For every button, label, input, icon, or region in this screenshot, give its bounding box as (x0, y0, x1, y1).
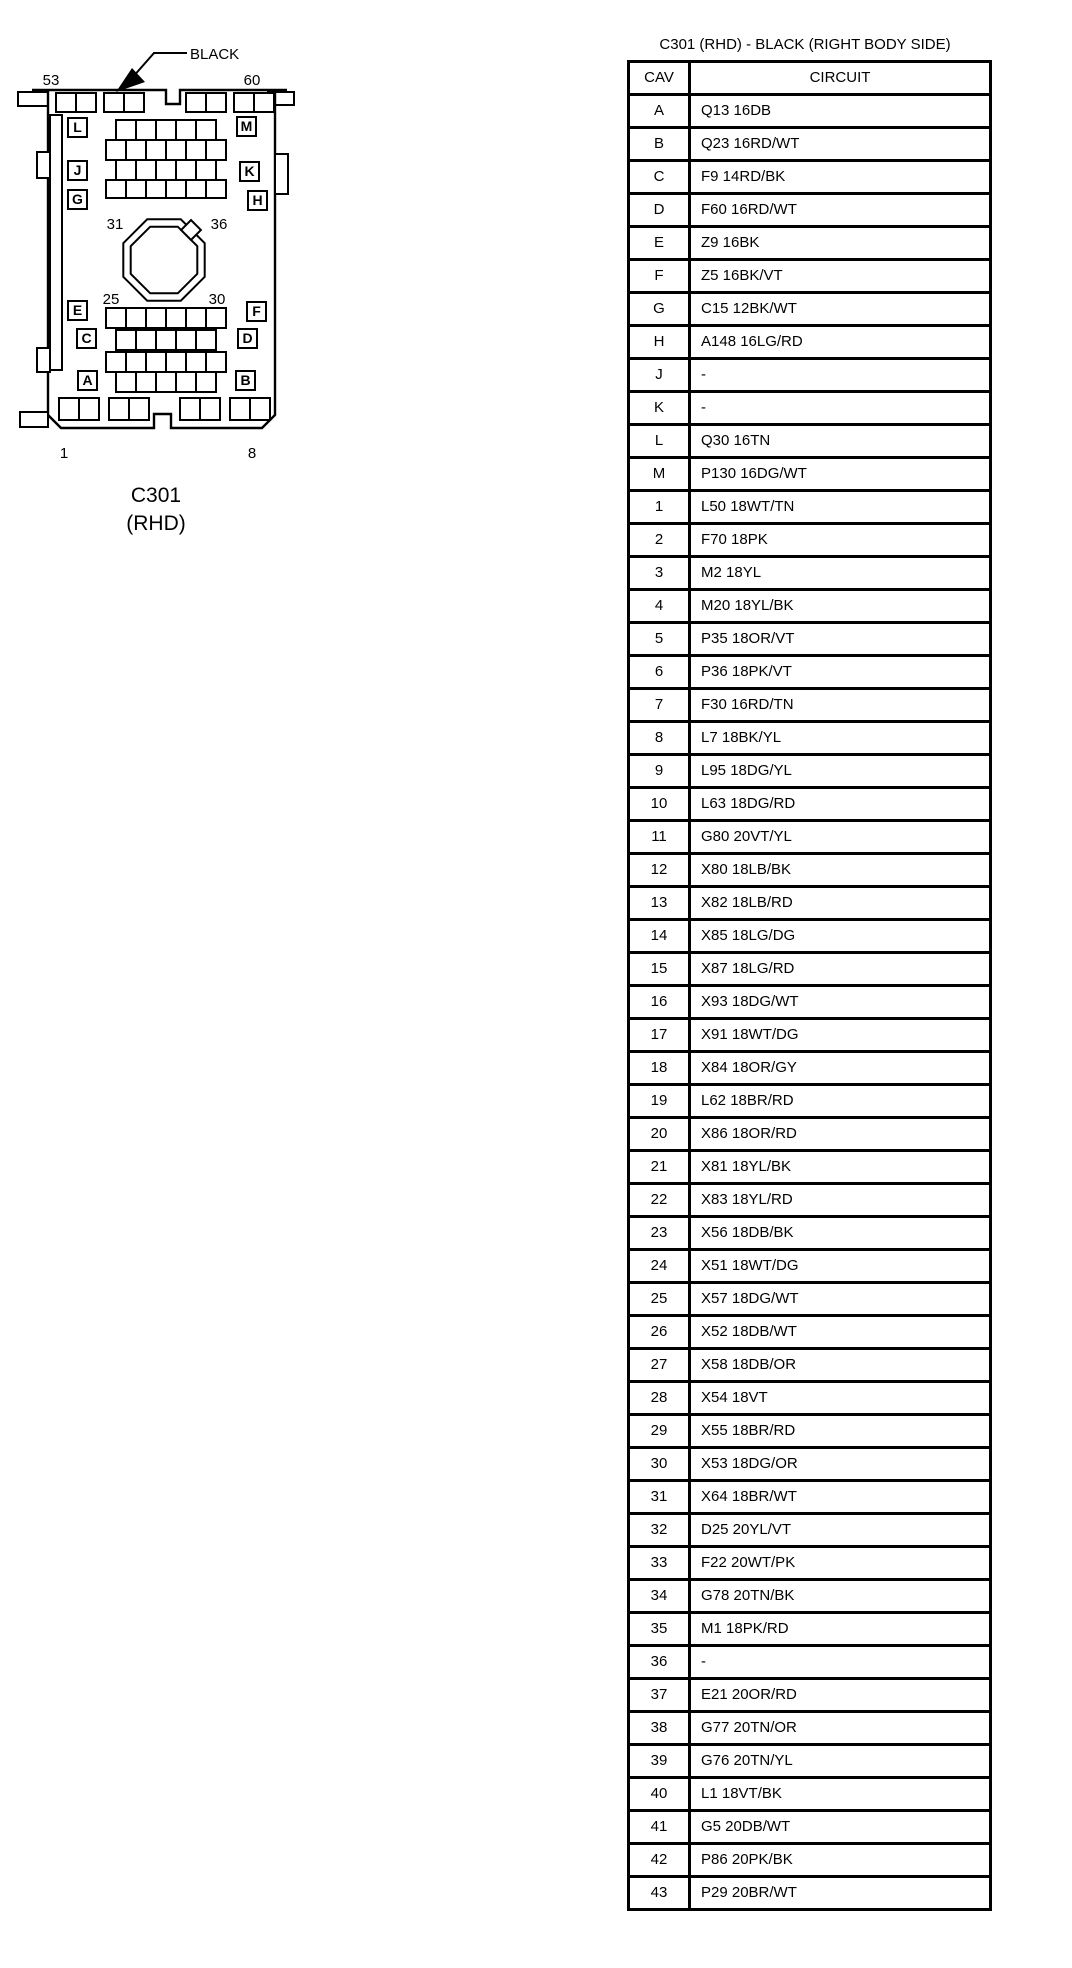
cav-cell: 39 (629, 1745, 690, 1778)
table-row (629, 524, 991, 557)
cavity-cell (104, 93, 124, 112)
table-row (629, 128, 991, 161)
table-title: C301 (RHD) - BLACK (RIGHT BODY SIDE) (659, 36, 951, 53)
cavity-cell (116, 330, 136, 350)
cav-cell: A (629, 95, 690, 128)
table-row (629, 359, 991, 392)
cavity-letter-M: M (240, 118, 253, 134)
table-row (629, 1745, 991, 1778)
cavity-cell (156, 160, 176, 180)
cav-cell: H (629, 326, 690, 359)
cav-cell: 15 (629, 953, 690, 986)
circuit-cell: M2 18YL (690, 557, 991, 590)
cav-cell: 41 (629, 1811, 690, 1844)
table-row (629, 1679, 991, 1712)
cavity-block-upper (106, 120, 226, 198)
cavity-cell (136, 372, 156, 392)
cav-cell: C (629, 161, 690, 194)
table-row (629, 1250, 991, 1283)
cavity-cell (206, 308, 226, 328)
circuit-cell: - (690, 1646, 991, 1679)
cavity-letter-J: J (73, 162, 82, 178)
cav-cell: 16 (629, 986, 690, 1019)
bottom-left-cap (20, 412, 48, 427)
left-rail (50, 115, 62, 370)
pin-number-36: 36 (210, 216, 228, 233)
table-row (629, 1877, 991, 1910)
circuit-cell: - (690, 392, 991, 425)
cavity-cell (166, 352, 186, 372)
pin-number-60: 60 (243, 72, 261, 89)
cavity-letter-B: B (240, 372, 251, 388)
circuit-cell: X87 18LG/RD (690, 953, 991, 986)
table-row (629, 1712, 991, 1745)
cav-cell: 43 (629, 1877, 690, 1910)
cavity-cell (176, 120, 196, 140)
table-row (629, 1778, 991, 1811)
cavity-letter-A: A (82, 372, 93, 388)
circuit-cell: G78 20TN/BK (690, 1580, 991, 1613)
cav-cell: 4 (629, 590, 690, 623)
table-row (629, 1481, 991, 1514)
cavity-cell (136, 120, 156, 140)
callout-arrow-icon (116, 68, 145, 92)
cavity-block-lower (106, 308, 226, 392)
table-row (629, 1811, 991, 1844)
cav-cell: 26 (629, 1316, 690, 1349)
circuit-cell: L62 18BR/RD (690, 1085, 991, 1118)
cavity-cell (136, 330, 156, 350)
index-hole-octagon (123, 219, 204, 300)
circuit-table-body (629, 95, 991, 1910)
cav-cell: 32 (629, 1514, 690, 1547)
cav-cell: 40 (629, 1778, 690, 1811)
table-row (629, 1613, 991, 1646)
table-row (629, 623, 991, 656)
table-row (629, 755, 991, 788)
cav-cell: 28 (629, 1382, 690, 1415)
circuit-cell: F22 20WT/PK (690, 1547, 991, 1580)
table-row (629, 689, 991, 722)
table-row (629, 1646, 991, 1679)
cav-cell: 6 (629, 656, 690, 689)
table-row (629, 1448, 991, 1481)
cavity-cell (79, 398, 99, 420)
cavity-cell (106, 308, 126, 328)
cavity-cell (206, 140, 226, 160)
cavity-cell (196, 330, 216, 350)
table-row (629, 1019, 991, 1052)
circuit-cell: L1 18VT/BK (690, 1778, 991, 1811)
circuit-cell: X54 18VT (690, 1382, 991, 1415)
column-header-cav: CAV (629, 62, 690, 95)
cavity-cell (186, 352, 206, 372)
cav-cell: 2 (629, 524, 690, 557)
cav-cell: 36 (629, 1646, 690, 1679)
table-row (629, 821, 991, 854)
cavity-letter-H: H (252, 192, 263, 208)
connector-caption-line2: (RHD) (126, 512, 186, 535)
cav-cell: D (629, 194, 690, 227)
pin-number-25: 25 (102, 291, 120, 308)
table-row (629, 1514, 991, 1547)
cavity-letter-C: C (81, 330, 92, 346)
cavity-cell (176, 330, 196, 350)
cavity-cell (196, 160, 216, 180)
cav-cell: M (629, 458, 690, 491)
cav-cell: 18 (629, 1052, 690, 1085)
cavity-cell (116, 160, 136, 180)
cav-cell: 33 (629, 1547, 690, 1580)
cavity-cell (176, 160, 196, 180)
cavity-cell (156, 330, 176, 350)
cav-cell: 12 (629, 854, 690, 887)
connector-diagram (4, 30, 314, 570)
cav-cell: 3 (629, 557, 690, 590)
cavity-cell (156, 120, 176, 140)
pin-number-31: 31 (106, 216, 124, 233)
cav-cell: B (629, 128, 690, 161)
cavity-cell (254, 93, 274, 112)
cav-cell: 42 (629, 1844, 690, 1877)
connector-caption-line1: C301 (130, 484, 182, 507)
cavity-cell (56, 93, 76, 112)
circuit-cell: L95 18DG/YL (690, 755, 991, 788)
cav-cell: 35 (629, 1613, 690, 1646)
cav-cell: 24 (629, 1250, 690, 1283)
cav-cell: 34 (629, 1580, 690, 1613)
table-row (629, 887, 991, 920)
circuit-cell: A148 16LG/RD (690, 326, 991, 359)
circuit-cell: X82 18LB/RD (690, 887, 991, 920)
cavity-cell (180, 398, 200, 420)
table-row (629, 788, 991, 821)
cavity-cell (76, 93, 96, 112)
cavity-cell (166, 140, 186, 160)
circuit-cell: X83 18YL/RD (690, 1184, 991, 1217)
cav-cell: 11 (629, 821, 690, 854)
cav-cell: 31 (629, 1481, 690, 1514)
circuit-cell: X85 18LG/DG (690, 920, 991, 953)
cav-cell: 25 (629, 1283, 690, 1316)
circuit-cell: X80 18LB/BK (690, 854, 991, 887)
cavity-cell (146, 352, 166, 372)
left-tab-upper (37, 152, 50, 178)
circuit-cell: X52 18DB/WT (690, 1316, 991, 1349)
cav-cell: J (629, 359, 690, 392)
left-tab-lower (37, 348, 50, 372)
circuit-cell: G5 20DB/WT (690, 1811, 991, 1844)
cavity-cell (146, 180, 166, 198)
table-row (629, 1184, 991, 1217)
circuit-cell: X56 18DB/BK (690, 1217, 991, 1250)
table-row (629, 920, 991, 953)
cav-cell: 20 (629, 1118, 690, 1151)
circuit-cell: F60 16RD/WT (690, 194, 991, 227)
cavity-cell (124, 93, 144, 112)
table-row (629, 1547, 991, 1580)
cavity-cell (166, 308, 186, 328)
cav-cell: K (629, 392, 690, 425)
table-row (629, 1283, 991, 1316)
cav-cell: 8 (629, 722, 690, 755)
circuit-cell: X86 18OR/RD (690, 1118, 991, 1151)
cav-cell: E (629, 227, 690, 260)
cav-cell: 17 (629, 1019, 690, 1052)
circuit-cell: X51 18WT/DG (690, 1250, 991, 1283)
cav-cell: 9 (629, 755, 690, 788)
circuit-cell: X55 18BR/RD (690, 1415, 991, 1448)
table-row (629, 1085, 991, 1118)
circuit-cell: L63 18DG/RD (690, 788, 991, 821)
circuit-cell: X57 18DG/WT (690, 1283, 991, 1316)
pinout-table (627, 60, 992, 1911)
circuit-cell: - (690, 359, 991, 392)
cavity-cell (176, 372, 196, 392)
circuit-cell: L50 18WT/TN (690, 491, 991, 524)
circuit-cell: F70 18PK (690, 524, 991, 557)
cav-cell: 37 (629, 1679, 690, 1712)
circuit-cell: Q23 16RD/WT (690, 128, 991, 161)
table-row (629, 590, 991, 623)
cav-cell: 38 (629, 1712, 690, 1745)
cav-cell: L (629, 425, 690, 458)
circuit-cell: X91 18WT/DG (690, 1019, 991, 1052)
cavity-cell (136, 160, 156, 180)
circuit-cell: G76 20TN/YL (690, 1745, 991, 1778)
cavity-letter-G: G (72, 191, 83, 207)
cavity-cell (116, 372, 136, 392)
table-row (629, 293, 991, 326)
cavity-row-1-8 (59, 398, 270, 420)
circuit-cell: P35 18OR/VT (690, 623, 991, 656)
cavity-letter-L: L (73, 119, 82, 135)
table-row (629, 656, 991, 689)
pin-number-1: 1 (59, 445, 69, 462)
circuit-cell: Z9 16BK (690, 227, 991, 260)
pin-number-8: 8 (247, 445, 257, 462)
circuit-cell: P36 18PK/VT (690, 656, 991, 689)
circuit-cell: X81 18YL/BK (690, 1151, 991, 1184)
cavity-cell (129, 398, 149, 420)
cavity-cell (186, 308, 206, 328)
cavity-cell (116, 120, 136, 140)
circuit-cell: F30 16RD/TN (690, 689, 991, 722)
circuit-cell: Q30 16TN (690, 425, 991, 458)
table-row (629, 1217, 991, 1250)
cavity-cell (106, 140, 126, 160)
table-row (629, 194, 991, 227)
cavity-cell (156, 372, 176, 392)
cav-cell: 21 (629, 1151, 690, 1184)
cavity-cell (146, 308, 166, 328)
column-header-circuit: CIRCUIT (690, 62, 991, 95)
cav-cell: 22 (629, 1184, 690, 1217)
cav-cell: 10 (629, 788, 690, 821)
cavity-cell (106, 180, 126, 198)
circuit-cell: C15 12BK/WT (690, 293, 991, 326)
table-row (629, 1052, 991, 1085)
circuit-cell: X93 18DG/WT (690, 986, 991, 1019)
circuit-cell: X64 18BR/WT (690, 1481, 991, 1514)
table-row (629, 491, 991, 524)
table-row (629, 161, 991, 194)
circuit-cell: F9 14RD/BK (690, 161, 991, 194)
table-row (629, 854, 991, 887)
cavity-letter-F: F (252, 303, 261, 319)
cavity-cell (59, 398, 79, 420)
cavity-cell (126, 352, 146, 372)
circuit-cell: X53 18DG/OR (690, 1448, 991, 1481)
table-row (629, 722, 991, 755)
circuit-cell: G80 20VT/YL (690, 821, 991, 854)
circuit-cell: P130 16DG/WT (690, 458, 991, 491)
cav-cell: 27 (629, 1349, 690, 1382)
cav-cell: 29 (629, 1415, 690, 1448)
table-row (629, 425, 991, 458)
circuit-cell: L7 18BK/YL (690, 722, 991, 755)
circuit-cell: M1 18PK/RD (690, 1613, 991, 1646)
cavity-cell (126, 308, 146, 328)
cavity-cell (146, 140, 166, 160)
wire-color-label: BLACK (190, 46, 240, 63)
table-row (629, 1349, 991, 1382)
table-row (629, 1415, 991, 1448)
cavity-cell (230, 398, 250, 420)
circuit-cell: P29 20BR/WT (690, 1877, 991, 1910)
cavity-cell (234, 93, 254, 112)
table-row (629, 260, 991, 293)
cavity-letter-E: E (72, 302, 83, 318)
table-header-row (629, 62, 991, 95)
cavity-cell (166, 180, 186, 198)
circuit-cell: Z5 16BK/VT (690, 260, 991, 293)
table-row (629, 1118, 991, 1151)
cav-cell: F (629, 260, 690, 293)
cavity-letter-K: K (244, 163, 255, 179)
table-row (629, 95, 991, 128)
circuit-cell: E21 20OR/RD (690, 1679, 991, 1712)
table-row (629, 326, 991, 359)
pin-number-53: 53 (42, 72, 60, 89)
cavity-cell (186, 93, 206, 112)
circuit-cell: M20 18YL/BK (690, 590, 991, 623)
table-row (629, 1382, 991, 1415)
circuit-cell: X58 18DB/OR (690, 1349, 991, 1382)
cavity-cell (250, 398, 270, 420)
circuit-cell: Q13 16DB (690, 95, 991, 128)
cav-cell: 1 (629, 491, 690, 524)
cavity-letter-D: D (242, 330, 253, 346)
circuit-cell: P86 20PK/BK (690, 1844, 991, 1877)
cavity-cell (206, 93, 226, 112)
cavity-cell (126, 140, 146, 160)
circuit-cell: G77 20TN/OR (690, 1712, 991, 1745)
table-row (629, 1844, 991, 1877)
cavity-cell (206, 180, 226, 198)
cav-cell: 5 (629, 623, 690, 656)
cav-cell: 7 (629, 689, 690, 722)
table-row (629, 986, 991, 1019)
circuit-cell: X84 18OR/GY (690, 1052, 991, 1085)
table-row (629, 392, 991, 425)
cavity-cell (126, 180, 146, 198)
cavity-cell (206, 352, 226, 372)
cav-cell: 13 (629, 887, 690, 920)
cav-cell: 14 (629, 920, 690, 953)
cav-cell: G (629, 293, 690, 326)
circuit-cell: D25 20YL/VT (690, 1514, 991, 1547)
top-left-cap (18, 92, 48, 106)
cav-cell: 30 (629, 1448, 690, 1481)
table-row (629, 1316, 991, 1349)
table-row (629, 557, 991, 590)
table-row (629, 1580, 991, 1613)
cavity-cell (186, 140, 206, 160)
table-row (629, 458, 991, 491)
table-row (629, 953, 991, 986)
cavity-cell (200, 398, 220, 420)
cavity-cell (196, 120, 216, 140)
cavity-cell (106, 352, 126, 372)
right-tab (275, 154, 288, 194)
table-row (629, 1151, 991, 1184)
cavity-cell (186, 180, 206, 198)
cavity-cell (196, 372, 216, 392)
table-row (629, 227, 991, 260)
pin-number-30: 30 (208, 291, 226, 308)
cav-cell: 23 (629, 1217, 690, 1250)
callout-leader-line (132, 53, 187, 78)
cavity-cell (109, 398, 129, 420)
cav-cell: 19 (629, 1085, 690, 1118)
